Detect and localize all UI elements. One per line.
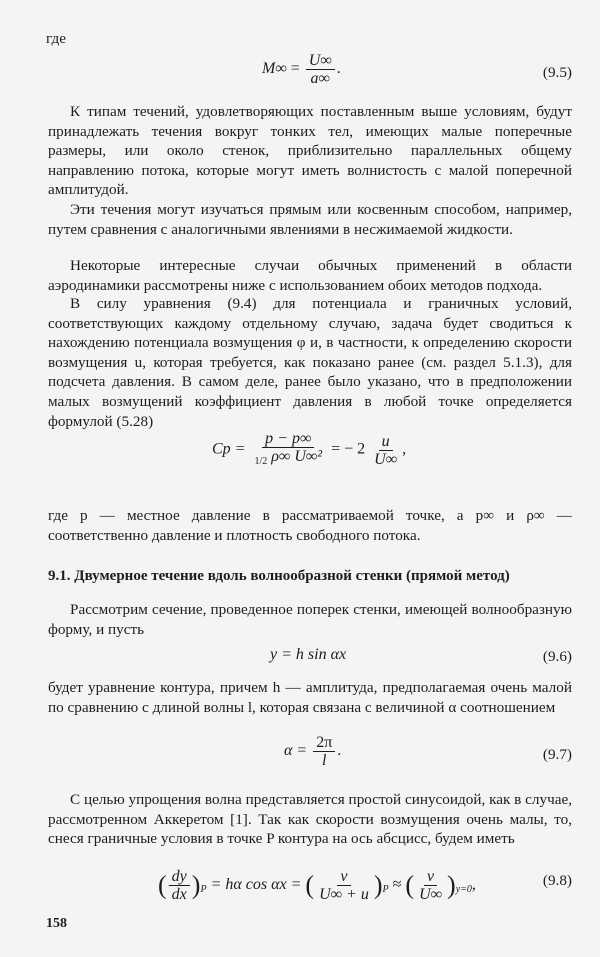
paragraph-contour: будет уравнение контура, причем h — амплитуда, предполагаемая очень малой по сравнению с длиной волны l, которая связана с величиной α соотношением [48,679,572,716]
eq-9-8-derivative [169,868,190,903]
eq-9-5-numerator: U∞ [306,52,335,70]
eq-9-8-sub-y0: y=0 [455,884,472,896]
eq-cp-numerator: p − p∞ [262,430,314,448]
eq-cp-fraction [251,430,325,470]
paragraph-pressure-definition: где p — местное давление в рассматриваемой точке, а p∞ и ρ∞ — соответственно давление и плотность свободного потока. [48,507,572,544]
eq-cp-den-text: ρ∞ U∞² [271,448,323,465]
page-number: 158 [46,916,67,931]
eq-9-8-den-2: U∞ + u [319,886,369,903]
eq-9-5-lhs: M∞ [262,60,287,78]
eq-cp-numerator-2: u [379,433,393,451]
eq-9-5-fraction [306,52,335,87]
paragraph-wavy-wall: Рассмотрим сечение, проведенное поперек стенки, имеющей волнообразную форму, и пусть [48,601,572,638]
paragraph-potential: В силу уравнения (9.4) для потенциала и граничных условий, соответствующих каждому отдельному случаю, задача будет сводиться к нахождению потенциала возмущения φ и, в частности, к определению скорости возмущения u, которая требуется, как показано ранее (см. раздел 5.1.3), для подсчета давления. В самом деле, ранее было указано, что в предположении малых возмущений коэффициент давления в любой точке определяется формулой (5.28) [48,295,572,430]
equation-9-8 [158,868,476,903]
eq-9-7-denominator: l [322,752,327,769]
eq-9-8-fraction-2 [316,868,372,903]
equation-9-7: α = $\frac{2\pi}{l}$ . [284,734,342,769]
eq-9-8-paren: ( [158,870,167,900]
eq-9-8-dx: dx [171,886,187,903]
eq-cp-middle: = − 2 [331,440,366,458]
eq-9-7-fraction [313,734,335,769]
equation-pressure-coefficient [212,430,406,470]
paragraph-methods: Эти течения могут изучаться прямым или косвенным способом, например, путем сравнения с аналогичными явлениями в несжимаемой жидкости. [48,201,572,238]
paragraph-flow-types: К типам течений, удовлетворяющих поставленным выше условиям, будут принадлежать течения вокруг тонких тел, имеющих малые поперечные размеры, или около стенок, приблизительно параллельных общему направлению потока, которые могут иметь волнистость с малой поперечной амплитудой. [48,103,572,199]
eq-cp-lhs: Cp = [212,440,246,458]
eq-9-8-fraction-3 [416,868,445,903]
equation-number-9-6: (9.6) [542,648,572,665]
eq-9-8-paren: ( [305,870,315,900]
eq-cp-fraction-2 [371,433,400,468]
paragraph-applications: Некоторые интересные случаи обычных применений в области аэродинамики рассмотрены ниже с использованием обоих методов подхода. [48,257,572,294]
eq-9-8-paren: ) [373,870,383,900]
equation-9-6: y = h sin αx [270,646,347,663]
eq-9-8-paren: ( [405,870,415,900]
eq-9-8-middle: = hα cos αx = [210,876,302,894]
eq-9-8-paren: ) [191,870,201,900]
eq-9-5-dot: . [336,60,341,78]
eq-cp-denominator [251,448,325,470]
section-heading: 9.1. Двумерное течение вдоль волнообразной стенки (прямой метод) [48,568,510,584]
eq-9-8-approx: ≈ [392,876,402,894]
eq-9-8-v: v [337,868,350,886]
eq-cp-denominator-2: U∞ [374,450,398,468]
equation-number-9-7: (9.7) [542,746,572,763]
paragraph-where: где [46,30,66,47]
equation-number-9-5: (9.5) [542,64,572,81]
eq-cp-end: , [402,440,407,458]
eq-cp-half: 1/2 [254,456,268,467]
eq-9-5-denominator: a∞ [310,70,330,87]
equation-9-5: M∞ = $\frac{U\infty}{a\infty}$ . [262,52,341,87]
eq-9-8-den-3: U∞ [419,886,443,903]
equation-number-9-8: (9.8) [542,872,572,889]
eq-9-8-end: , [471,876,476,894]
eq-9-8-v2: v [424,868,437,886]
eq-9-7-lhs: α = [284,742,308,760]
eq-9-8-dy: dy [169,868,190,886]
eq-9-8-sub-p: P [200,884,207,896]
eq-9-8-paren: ) [447,870,456,900]
paragraph-sinusoid: С целью упрощения волна представляется простой синусоидой, как в случае, рассмотренном Аккеретом [1]. Так как скорости возмущения очень малы, то, снеся граничные условия в точке P контура на ось абсцисс, будем иметь [48,791,572,848]
eq-9-7-numerator: 2π [313,734,335,752]
eq-9-8-sub-p2: P [382,884,389,896]
